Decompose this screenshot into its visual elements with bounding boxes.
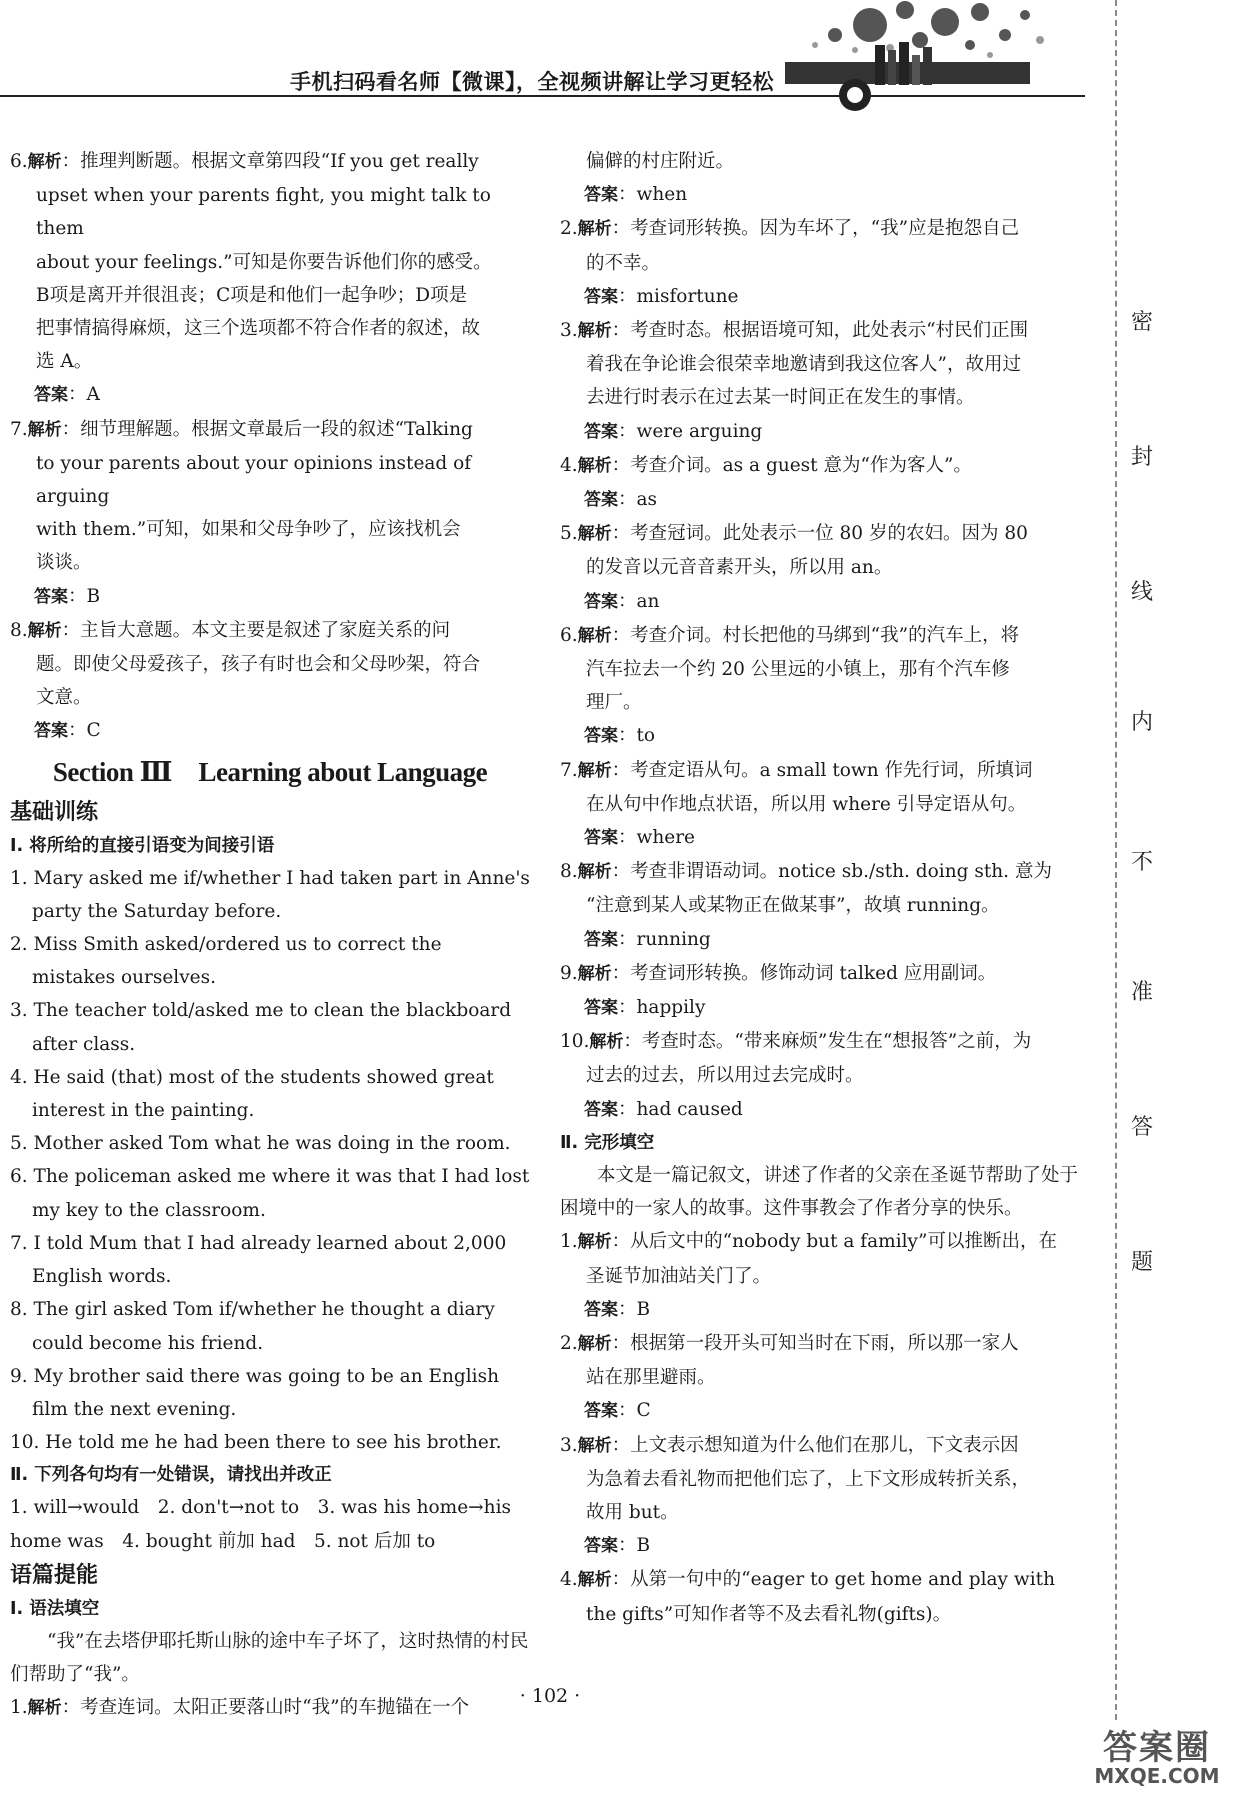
cloze-intro: 本文是一篇记叙文，讲述了作者的父亲在圣诞节帮助了处于困境中的一家人的故事。这件事教会了作者分享的快乐。 <box>560 1164 1079 1220</box>
answer: 答案：B <box>584 1298 651 1320</box>
grammar-question-1: 1.解析：考查连词。太阳正要落山时“我”的车抛锚在一个 <box>10 1697 470 1719</box>
answer: 答案：B <box>584 1535 651 1557</box>
right-column: 偏僻的村庄附近。 答案：when 2.解析：考查词形转换。因为车坏了，“我”应是抱怨自己 的不幸。 答案：misfortune 3.解析：考查时态。根据语境可知，此处表示“村民们正围 着我在争论谁会很荣幸地邀请到我这位客人”，故用过 去进行时表示在过去某一时间正在发生的事情。 答案：were arguing 4.解析：考查介词。as a guest 意为“作为客人”。 答案：as 5.解析：考查冠词。此处表示一位 80 岁的农妇。因为 80 的发音以元音音素开头，所以用 an。 答案：an 6.解析：考查介词。村长把他的马绑到“我”的汽车上，将 汽车拉去一个约 20 公里远的小镇上，那有个汽车修 理厂。 答案：to 7.解析：考查定语从句。a small town 作先行词，所填词 在从句中作地点状语，所以用 where 引导定语从句。 答案：where 8.解析：考查非谓语动词。notice sb./sth. doing sth. 意为 “注意到某人或某物正在做某事”，故填 running。 答案：running 9.解析：考查词形转换。修饰动词 talked 应用副词。 答案：happily 10.解析：考查时态。“带来麻烦”发生在“想报答”之前，为 过去的过去，所以用过去完成时。 答案：had caused Ⅱ. 完形填空 本文是一篇记叙文，讲述了作者的父亲在圣诞节帮助了处于困境中的一家人的故事。这件事教会了作者分享的快乐。 1.解析：从后文中的“nobody but a family”可以推断出，在 圣诞节加油站关门了。 答案：B 2.解析：根据第一段开头可知当时在下雨，所以那一家人 站在那里避雨。 答案：C 3.解析：上文表示想知道为什么他们在那儿，下文表示因 为急着去看礼物而把他们忘了，上下文形成转折关系， 故用 but。 答案：B 4.解析：从第一句中的“eager to get home and play with the gifts”可知作者等不及去看礼物(gifts)。 <box>560 145 1088 1631</box>
discourse-heading: 语篇提能 <box>10 1562 99 1588</box>
list-item: 6. The policeman asked me where it was that I had lost my key to the classroom. <box>10 1166 530 1221</box>
question-item: 3.解析：上文表示想知道为什么他们在那儿，下文表示因 为急着去看礼物而把他们忘了，上下文形成转折关系， 故用 but。 答案：B <box>560 1429 1088 1564</box>
list-item: 9. My brother said there was going to be an English film the next evening. <box>10 1365 500 1420</box>
answer: 答案：C <box>34 720 101 742</box>
part3-title: Ⅰ. 语法填空 <box>10 1598 100 1619</box>
question-item: 2.解析：根据第一段开头可知当时在下雨，所以那一家人 站在那里避雨。 答案：C <box>560 1327 1088 1429</box>
list-item: 8. The girl asked Tom if/whether he thought a diary could become his friend. <box>10 1299 495 1354</box>
basic-training-heading: 基础训练 <box>10 799 99 825</box>
answer: 答案：happily <box>584 997 706 1019</box>
list-item: 1. Mary asked me if/whether I had taken part in Anne's party the Saturday before. <box>10 867 530 922</box>
answer: 答案：A <box>34 384 100 406</box>
answer: 答案：had caused <box>584 1098 743 1120</box>
seal-line-char: 内 <box>1130 710 1153 735</box>
seal-line <box>1115 0 1117 1720</box>
answer: 答案：B <box>34 585 101 607</box>
question-item: 4.解析：从第一句中的“eager to get home and play with the gifts”可知作者等不及去看礼物(gifts)。 <box>560 1569 1055 1625</box>
section-title: Section Ⅲ Learning about Language <box>52 756 488 787</box>
question-7: 7.解析：细节理解题。根据文章最后一段的叙述“Talking to your parents about your opinions instead of arguing with them.”可知，如果和父母争吵了，应该找机会 谈谈。 答案：B <box>10 413 530 614</box>
question-item: 6.解析：考查介词。村长把他的马绑到“我”的汽车上，将 汽车拉去一个约 20 公里远的小镇上，那有个汽车修 理厂。 答案：to <box>560 619 1088 754</box>
list-item: 3. The teacher told/asked me to clean the blackboard after class. <box>10 1000 512 1055</box>
answer: 答案：C <box>584 1400 651 1422</box>
question-item: 5.解析：考查冠词。此处表示一位 80 岁的农妇。因为 80 的发音以元音音素开头，所以用 an。 答案：an <box>560 517 1088 619</box>
seal-line-char: 线 <box>1130 580 1153 605</box>
answer: 答案：where <box>584 827 695 849</box>
answer: 答案：were arguing <box>584 420 763 442</box>
question-6: 6.解析：推理判断题。根据文章第四段“If you get really upset when your parents fight, you might talk to them about your feelings.”可知是你要告诉他们你的感受。 B项是离开并很沮丧；C项是和他们一起争吵；D项是 把事情搞得麻烦，这三个选项都不符合作者的叙述，故 选 A。 答案：A <box>10 145 530 413</box>
watermark-logo: 答案圈 MXQE.COM <box>1094 1728 1220 1788</box>
grammar-items <box>560 212 1088 1126</box>
part1-list <box>10 862 530 1460</box>
part1-title: Ⅰ. 将所给的直接引语变为间接引语 <box>10 835 275 856</box>
question-8: 8.解析：主旨大意题。本文主要是叙述了家庭关系的问 题。即使父母爱孩子，孩子有时也会和父母吵架，符合 文意。 答案：C <box>10 614 530 749</box>
answer: 答案：to <box>584 725 656 747</box>
seal-line-char: 准 <box>1130 980 1153 1005</box>
seal-line-char: 答 <box>1130 1115 1153 1140</box>
part2-answers: 1. will→would 2. don't→not to 3. was his home→his home was 4. bought 前加 had 5. not 后加 to <box>10 1497 511 1552</box>
page-header <box>0 0 1251 115</box>
answer: 答案：running <box>584 928 711 950</box>
question-item: 1.解析：从后文中的“nobody but a family”可以推断出，在 圣诞节加油站关门了。 答案：B <box>560 1225 1088 1327</box>
seal-line-char: 不 <box>1130 850 1153 875</box>
question-item: 2.解析：考查词形转换。因为车坏了，“我”应是抱怨自己 的不幸。 答案：misfortune <box>560 212 1088 314</box>
question-item: 3.解析：考查时态。根据语境可知，此处表示“村民们正围 着我在争论谁会很荣幸地邀请到我这位客人”，故用过 去进行时表示在过去某一时间正在发生的事情。 答案：were arguing <box>560 314 1088 449</box>
answer: 答案：an <box>584 590 660 612</box>
list-item: 2. Miss Smith asked/ordered us to correct the mistakes ourselves. <box>10 934 442 989</box>
cloze-title: Ⅱ. 完形填空 <box>560 1132 655 1153</box>
question-item: 9.解析：考查词形转换。修饰动词 talked 应用副词。 答案：happily <box>560 957 1088 1025</box>
header-title: 手机扫码看名师【微课】，全视频讲解让学习更轻松 <box>290 70 774 94</box>
question-item: 10.解析：考查时态。“带来麻烦”发生在“想报答”之前，为 过去的过去，所以用过去完成时。 答案：had caused <box>560 1025 1088 1127</box>
list-item: 7. I told Mum that I had already learned about 2,000 English words. <box>10 1232 507 1288</box>
left-column <box>10 145 530 1725</box>
header-decoration <box>775 0 1095 120</box>
list-item: 5. Mother asked Tom what he was doing in the room. <box>10 1133 511 1155</box>
answer: 答案：as <box>584 489 658 511</box>
question-item: 4.解析：考查介词。as a guest 意为“作为客人”。 答案：as <box>560 449 1088 517</box>
seal-line-char: 封 <box>1130 445 1153 470</box>
seal-line-char: 题 <box>1130 1250 1153 1275</box>
list-item: 10. He told me he had been there to see his brother. <box>10 1432 502 1454</box>
part2-title: Ⅱ. 下列各句均有一处错误，请找出并改正 <box>10 1465 332 1486</box>
question-item: 8.解析：考查非谓语动词。notice sb./sth. doing sth. 意为 “注意到某人或某物正在做某事”，故填 running。 答案：running <box>560 855 1088 957</box>
question-item: 7.解析：考查定语从句。a small town 作先行词，所填词 在从句中作地点状语，所以用 where 引导定语从句。 答案：where <box>560 754 1088 856</box>
answer: 答案：misfortune <box>584 285 739 307</box>
seal-line-char: 密 <box>1130 310 1153 335</box>
answer: 答案：when <box>584 184 688 206</box>
intro-paragraph: “我”在去塔伊耶托斯山脉的途中车子坏了，这时热情的村民们帮助了“我”。 <box>10 1630 529 1685</box>
list-item: 4. He said (that) most of the students showed great interest in the painting. <box>10 1066 494 1122</box>
cloze-items <box>560 1225 1088 1630</box>
page-number: · 102 · <box>519 1685 581 1707</box>
